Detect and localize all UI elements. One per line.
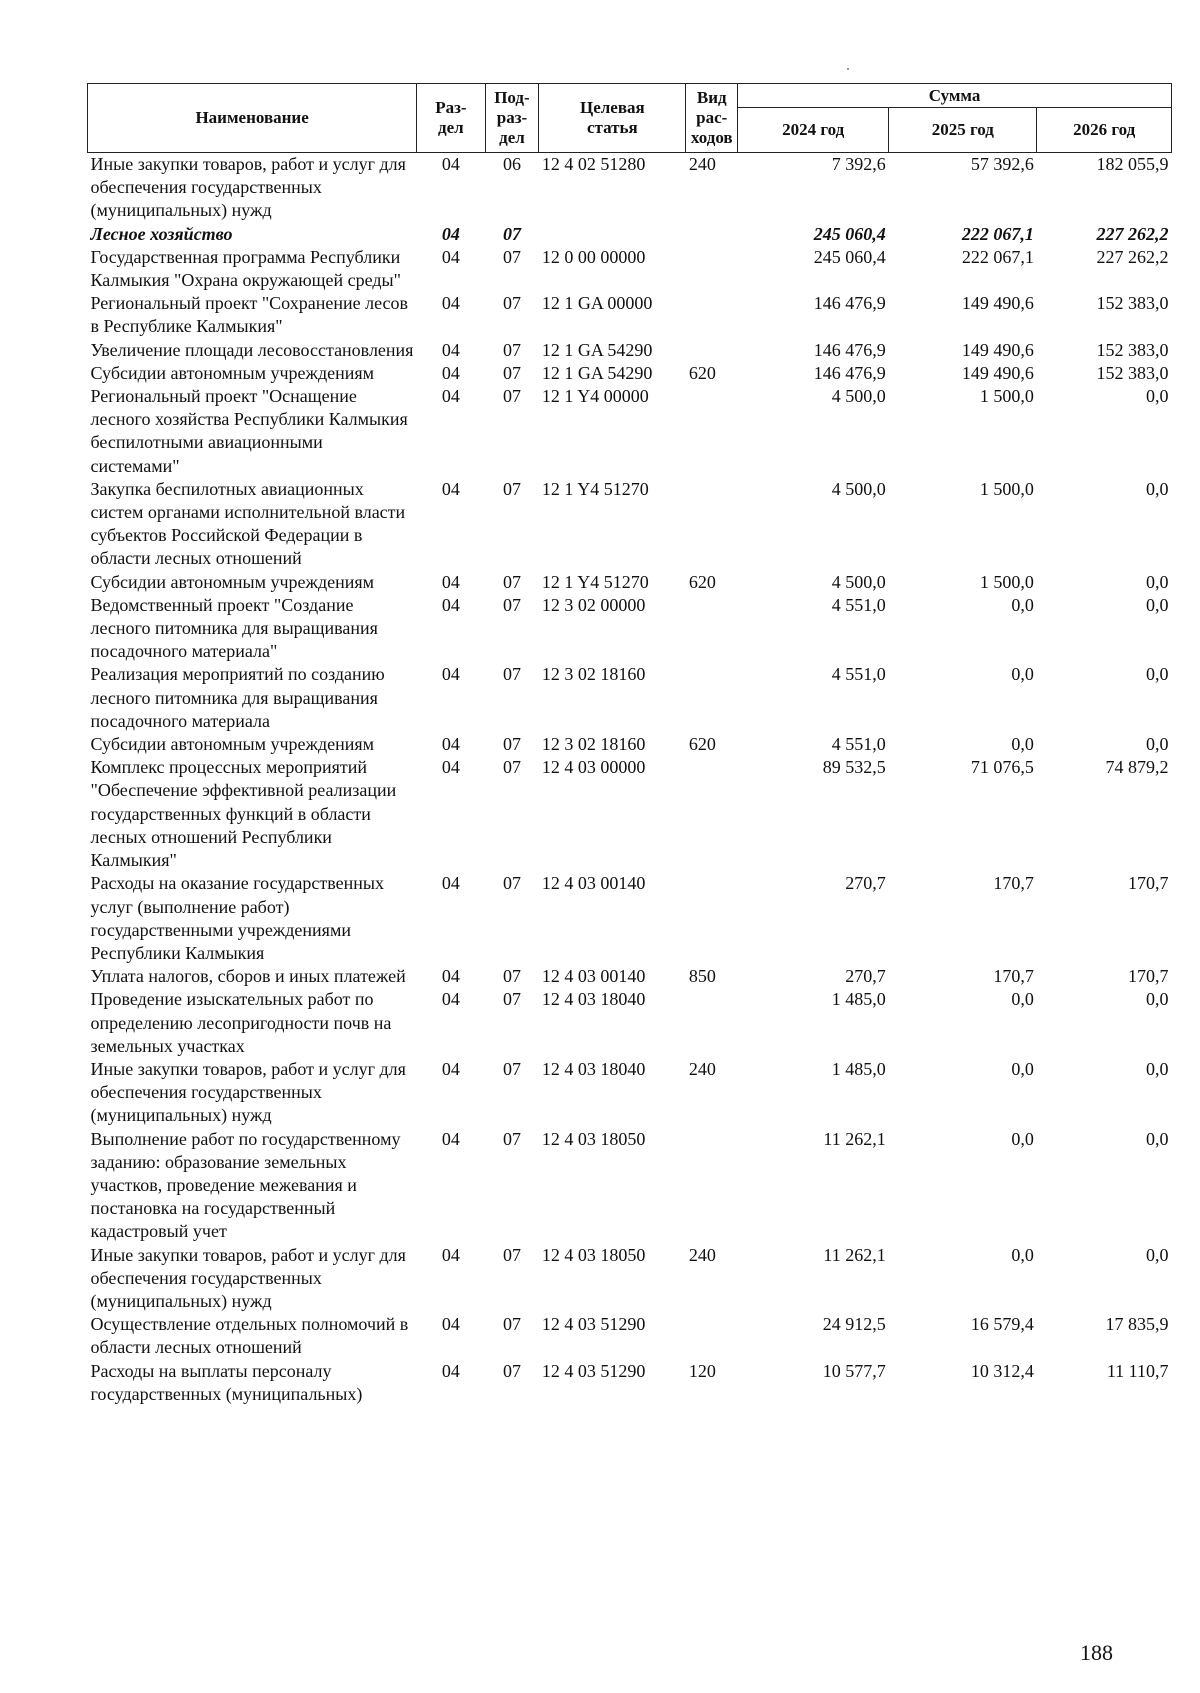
row-podrazdel: 06: [502, 154, 521, 174]
row-razdel: 04: [441, 1058, 460, 1079]
header-2026: 2026 год: [1037, 108, 1172, 153]
row-vid: [686, 872, 738, 965]
row-amount-2026: 0,0: [1146, 664, 1169, 685]
row-razdel: 04: [441, 1360, 460, 1381]
header-sum: Сумма: [738, 84, 1172, 108]
row-name: Субсидии автономным учреждениям: [90, 362, 375, 383]
row-podrazdel: 07: [502, 478, 521, 499]
row-razdel: 04: [441, 989, 460, 1010]
table-row: [88, 339, 1172, 362]
row-vid: [686, 339, 738, 362]
row-target-article: 12 4 03 18050: [541, 1244, 646, 1265]
row-amount-2024: 7 392,6: [831, 154, 886, 174]
row-amount-2024: 245 060,4: [813, 223, 886, 244]
row-amount-2025: 222 067,1: [961, 223, 1034, 244]
row-podrazdel: 07: [502, 594, 521, 615]
row-amount-2024: 11 262,1: [823, 1128, 886, 1149]
header-2025: 2025 год: [889, 108, 1037, 153]
row-amount-2026: 182 055,9: [1096, 154, 1169, 174]
row-vid: 850: [688, 966, 716, 987]
row-target-article: 12 1 GA 00000: [541, 293, 653, 314]
row-amount-2024: 4 500,0: [831, 571, 886, 592]
row-name: Закупка беспилотных авиационных систем органами исполнительной власти субъектов Российской Федерации в области лесных отношений: [90, 478, 406, 569]
row-amount-2026: 74 879,2: [1105, 757, 1169, 778]
row-amount-2024: 24 912,5: [822, 1314, 886, 1335]
row-razdel: 04: [441, 154, 460, 174]
row-vid: 620: [688, 571, 716, 592]
row-amount-2025: 0,0: [1011, 594, 1034, 615]
header-vid: Вид рас- ходов: [686, 84, 738, 153]
row-target-article: 12 1 GA 54290: [541, 362, 653, 383]
row-target-article: 12 4 03 00000: [541, 757, 646, 778]
row-name: Иные закупки товаров, работ и услуг для обеспечения государственных (муниципальных) нужд: [90, 154, 406, 221]
row-vid: [686, 478, 738, 571]
row-target-article: 12 3 02 00000: [541, 594, 646, 615]
row-amount-2024: 4 551,0: [831, 594, 886, 615]
table-body: [88, 153, 1172, 1406]
row-target-article: 12 4 03 51290: [541, 1360, 646, 1381]
row-vid: 240: [688, 1058, 716, 1079]
row-amount-2026: 0,0: [1146, 1128, 1169, 1149]
row-vid: [686, 1313, 738, 1359]
row-amount-2025: 16 579,4: [970, 1314, 1034, 1335]
row-amount-2026: 0,0: [1146, 571, 1169, 592]
row-amount-2026: 170,7: [1128, 966, 1169, 987]
table-row: [88, 153, 1172, 223]
row-amount-2026: 170,7: [1128, 873, 1169, 894]
row-podrazdel: 07: [502, 966, 521, 987]
row-target-article: 12 4 02 51280: [541, 154, 646, 174]
row-podrazdel: 07: [502, 664, 521, 685]
row-podrazdel: 07: [502, 293, 521, 314]
row-razdel: 04: [441, 571, 460, 592]
table-row: [88, 733, 1172, 756]
row-razdel: 04: [441, 246, 460, 267]
row-podrazdel: 07: [502, 571, 521, 592]
table-row: [88, 594, 1172, 664]
row-razdel: 04: [441, 1244, 460, 1265]
row-target-article: 12 0 00 00000: [541, 246, 646, 267]
row-target-article: 12 3 02 18160: [541, 734, 646, 755]
row-vid: [686, 292, 738, 338]
row-razdel: 04: [441, 339, 460, 360]
row-amount-2024: 146 476,9: [813, 339, 886, 360]
row-podrazdel: 07: [502, 246, 521, 267]
row-amount-2026: 11 110,7: [1106, 1360, 1169, 1381]
row-vid: 620: [688, 734, 716, 755]
table-row: [88, 663, 1172, 733]
row-razdel: 04: [441, 664, 460, 685]
row-razdel: 04: [441, 293, 460, 314]
row-amount-2026: 0,0: [1146, 1244, 1169, 1265]
row-amount-2024: 4 551,0: [831, 664, 886, 685]
table-header: [88, 84, 1172, 153]
row-amount-2025: 149 490,6: [961, 362, 1034, 383]
row-amount-2026: 0,0: [1146, 386, 1169, 407]
row-razdel: 04: [441, 1128, 460, 1149]
table-row: [88, 988, 1172, 1058]
header-podrazdel: Под- раз- дел: [485, 84, 539, 153]
table-row: [88, 1128, 1172, 1244]
row-podrazdel: 07: [502, 339, 521, 360]
header-name: Наименование: [88, 84, 417, 153]
row-amount-2026: 0,0: [1146, 1058, 1169, 1079]
header-2024: 2024 год: [738, 108, 889, 153]
row-name: Комплекс процессных мероприятий "Обеспечение эффективной реализации государственных функций в области лесных отношений Республики Калмыкия": [90, 757, 397, 871]
row-vid: 240: [688, 1244, 716, 1265]
row-razdel: 04: [441, 594, 460, 615]
row-vid: [686, 223, 738, 246]
row-amount-2024: 146 476,9: [813, 362, 886, 383]
row-vid: [686, 246, 738, 292]
row-amount-2024: 146 476,9: [813, 293, 886, 314]
row-name: Иные закупки товаров, работ и услуг для обеспечения государственных (муниципальных) нужд: [90, 1058, 406, 1126]
row-amount-2024: 4 500,0: [831, 386, 886, 407]
budget-table: [87, 83, 1172, 1406]
row-amount-2025: 0,0: [1011, 1058, 1034, 1079]
row-amount-2025: 1 500,0: [979, 571, 1034, 592]
table-row: [88, 478, 1172, 571]
row-amount-2024: 4 551,0: [831, 734, 886, 755]
row-name: Увеличение площади лесовосстановления: [90, 339, 414, 360]
row-amount-2025: 149 490,6: [961, 293, 1034, 314]
row-amount-2026: 152 383,0: [1096, 293, 1169, 314]
row-razdel: 04: [441, 223, 460, 244]
row-amount-2025: 0,0: [1011, 664, 1034, 685]
table-row: [88, 362, 1172, 385]
row-name: Расходы на оказание государственных услуг (выполнение работ) государственными учреждениями Республики Калмыкия: [90, 873, 384, 963]
table-row: [88, 1244, 1172, 1314]
row-amount-2024: 270,7: [845, 873, 886, 894]
row-amount-2024: 245 060,4: [813, 246, 886, 267]
row-name: Уплата налогов, сборов и иных платежей: [90, 966, 406, 987]
row-razdel: 04: [441, 1314, 460, 1335]
row-amount-2025: 0,0: [1011, 989, 1034, 1010]
row-amount-2024: 4 500,0: [831, 478, 886, 499]
row-amount-2026: 0,0: [1146, 734, 1169, 755]
row-podrazdel: 07: [502, 1058, 521, 1079]
row-amount-2025: 1 500,0: [979, 478, 1034, 499]
row-vid: [686, 1128, 738, 1244]
row-podrazdel: 07: [502, 989, 521, 1010]
row-amount-2025: 71 076,5: [970, 757, 1034, 778]
row-amount-2025: 0,0: [1011, 1244, 1034, 1265]
table-row: [88, 571, 1172, 594]
row-amount-2025: 10 312,4: [970, 1360, 1034, 1381]
row-amount-2026: 227 262,2: [1096, 223, 1169, 244]
row-name: Проведение изыскательных работ по определению лесопригодности почв на земельных участках: [90, 989, 392, 1056]
row-amount-2024: 270,7: [845, 966, 886, 987]
row-razdel: 04: [441, 966, 460, 987]
table-row: [88, 965, 1172, 988]
table-row: [88, 1058, 1172, 1128]
row-target-article: 12 1 Y4 51270: [541, 478, 649, 499]
row-podrazdel: 07: [502, 223, 521, 244]
row-podrazdel: 07: [502, 1314, 521, 1335]
row-razdel: 04: [441, 362, 460, 383]
table-row: [88, 756, 1172, 872]
row-amount-2024: 89 532,5: [822, 757, 886, 778]
row-target-article: [539, 223, 686, 246]
row-amount-2025: 149 490,6: [961, 339, 1034, 360]
row-amount-2025: 222 067,1: [961, 246, 1034, 267]
row-name: Субсидии автономным учреждениям: [90, 571, 375, 592]
table-row: [88, 223, 1172, 246]
row-vid: 240: [688, 154, 716, 174]
row-amount-2025: 0,0: [1011, 1128, 1034, 1149]
row-name: Реализация мероприятий по созданию лесного питомника для выращивания посадочного материала: [90, 664, 385, 731]
row-razdel: 04: [441, 757, 460, 778]
row-target-article: 12 1 Y4 00000: [541, 386, 649, 407]
scan-speck: [847, 68, 849, 70]
row-amount-2026: 0,0: [1146, 478, 1169, 499]
row-target-article: 12 4 03 00140: [541, 873, 646, 894]
row-name: Государственная программа Республики Калмыкия "Охрана окружающей среды": [90, 246, 401, 291]
row-podrazdel: 07: [502, 386, 521, 407]
row-amount-2024: 10 577,7: [822, 1360, 886, 1381]
row-target-article: 12 3 02 18160: [541, 664, 646, 685]
row-razdel: 04: [441, 734, 460, 755]
row-vid: [686, 663, 738, 733]
row-amount-2026: 152 383,0: [1096, 362, 1169, 383]
row-target-article: 12 4 03 18040: [541, 989, 646, 1010]
row-amount-2024: 1 485,0: [831, 989, 886, 1010]
row-amount-2025: 170,7: [993, 966, 1034, 987]
row-amount-2026: 0,0: [1146, 989, 1169, 1010]
table-row: [88, 1313, 1172, 1359]
row-target-article: 12 4 03 51290: [541, 1314, 646, 1335]
row-amount-2026: 0,0: [1146, 594, 1169, 615]
row-target-article: 12 4 03 18050: [541, 1128, 646, 1149]
row-podrazdel: 07: [502, 1244, 521, 1265]
table-row: [88, 246, 1172, 292]
row-vid: [686, 988, 738, 1058]
row-podrazdel: 07: [502, 757, 521, 778]
row-amount-2025: 170,7: [993, 873, 1034, 894]
table-row: [88, 385, 1172, 478]
row-name: Ведомственный проект "Создание лесного питомника для выращивания посадочного материала": [90, 594, 378, 662]
row-amount-2026: 227 262,2: [1096, 246, 1169, 267]
row-name: Выполнение работ по государственному заданию: образование земельных участков, проведение межевания и постановка на государственный кадастровый учет: [90, 1128, 401, 1242]
row-podrazdel: 07: [502, 873, 521, 894]
row-target-article: 12 1 GA 54290: [541, 339, 653, 360]
row-name: Субсидии автономным учреждениям: [90, 734, 375, 755]
row-podrazdel: 07: [502, 1128, 521, 1149]
table-row: [88, 872, 1172, 965]
row-vid: 620: [688, 362, 716, 383]
row-vid: 120: [688, 1360, 716, 1381]
row-razdel: 04: [441, 478, 460, 499]
row-podrazdel: 07: [502, 362, 521, 383]
row-vid: [686, 594, 738, 664]
row-amount-2026: 152 383,0: [1096, 339, 1169, 360]
row-target-article: 12 4 03 00140: [541, 966, 646, 987]
row-name: Лесное хозяйство: [90, 223, 233, 244]
row-target-article: 12 4 03 18040: [541, 1058, 646, 1079]
table-row: [88, 1360, 1172, 1406]
row-name: Региональный проект "Оснащение лесного хозяйства Республики Калмыкия беспилотными авиационными системами": [90, 386, 408, 476]
row-podrazdel: 07: [502, 734, 521, 755]
row-vid: [686, 385, 738, 478]
header-razdel: Раз- дел: [417, 84, 485, 153]
row-name: Расходы на выплаты персоналу государственных (муниципальных): [90, 1360, 363, 1404]
page-number: 188: [1080, 1640, 1113, 1665]
row-target-article: 12 1 Y4 51270: [541, 571, 649, 592]
row-podrazdel: 07: [502, 1360, 521, 1381]
row-razdel: 04: [441, 873, 460, 894]
row-amount-2024: 11 262,1: [823, 1244, 886, 1265]
row-name: Региональный проект "Сохранение лесов в Республике Калмыкия": [90, 293, 409, 337]
row-name: Осуществление отдельных полномочий в области лесных отношений: [90, 1314, 409, 1358]
row-name: Иные закупки товаров, работ и услуг для обеспечения государственных (муниципальных) нужд: [90, 1244, 406, 1311]
header-target: Целевая статья: [539, 84, 686, 153]
row-vid: [686, 756, 738, 872]
row-amount-2025: 0,0: [1011, 734, 1034, 755]
row-amount-2024: 1 485,0: [831, 1058, 886, 1079]
row-razdel: 04: [441, 386, 460, 407]
row-amount-2025: 1 500,0: [979, 386, 1034, 407]
row-amount-2025: 57 392,6: [970, 154, 1034, 174]
table-row: [88, 292, 1172, 338]
row-amount-2026: 17 835,9: [1105, 1314, 1169, 1335]
